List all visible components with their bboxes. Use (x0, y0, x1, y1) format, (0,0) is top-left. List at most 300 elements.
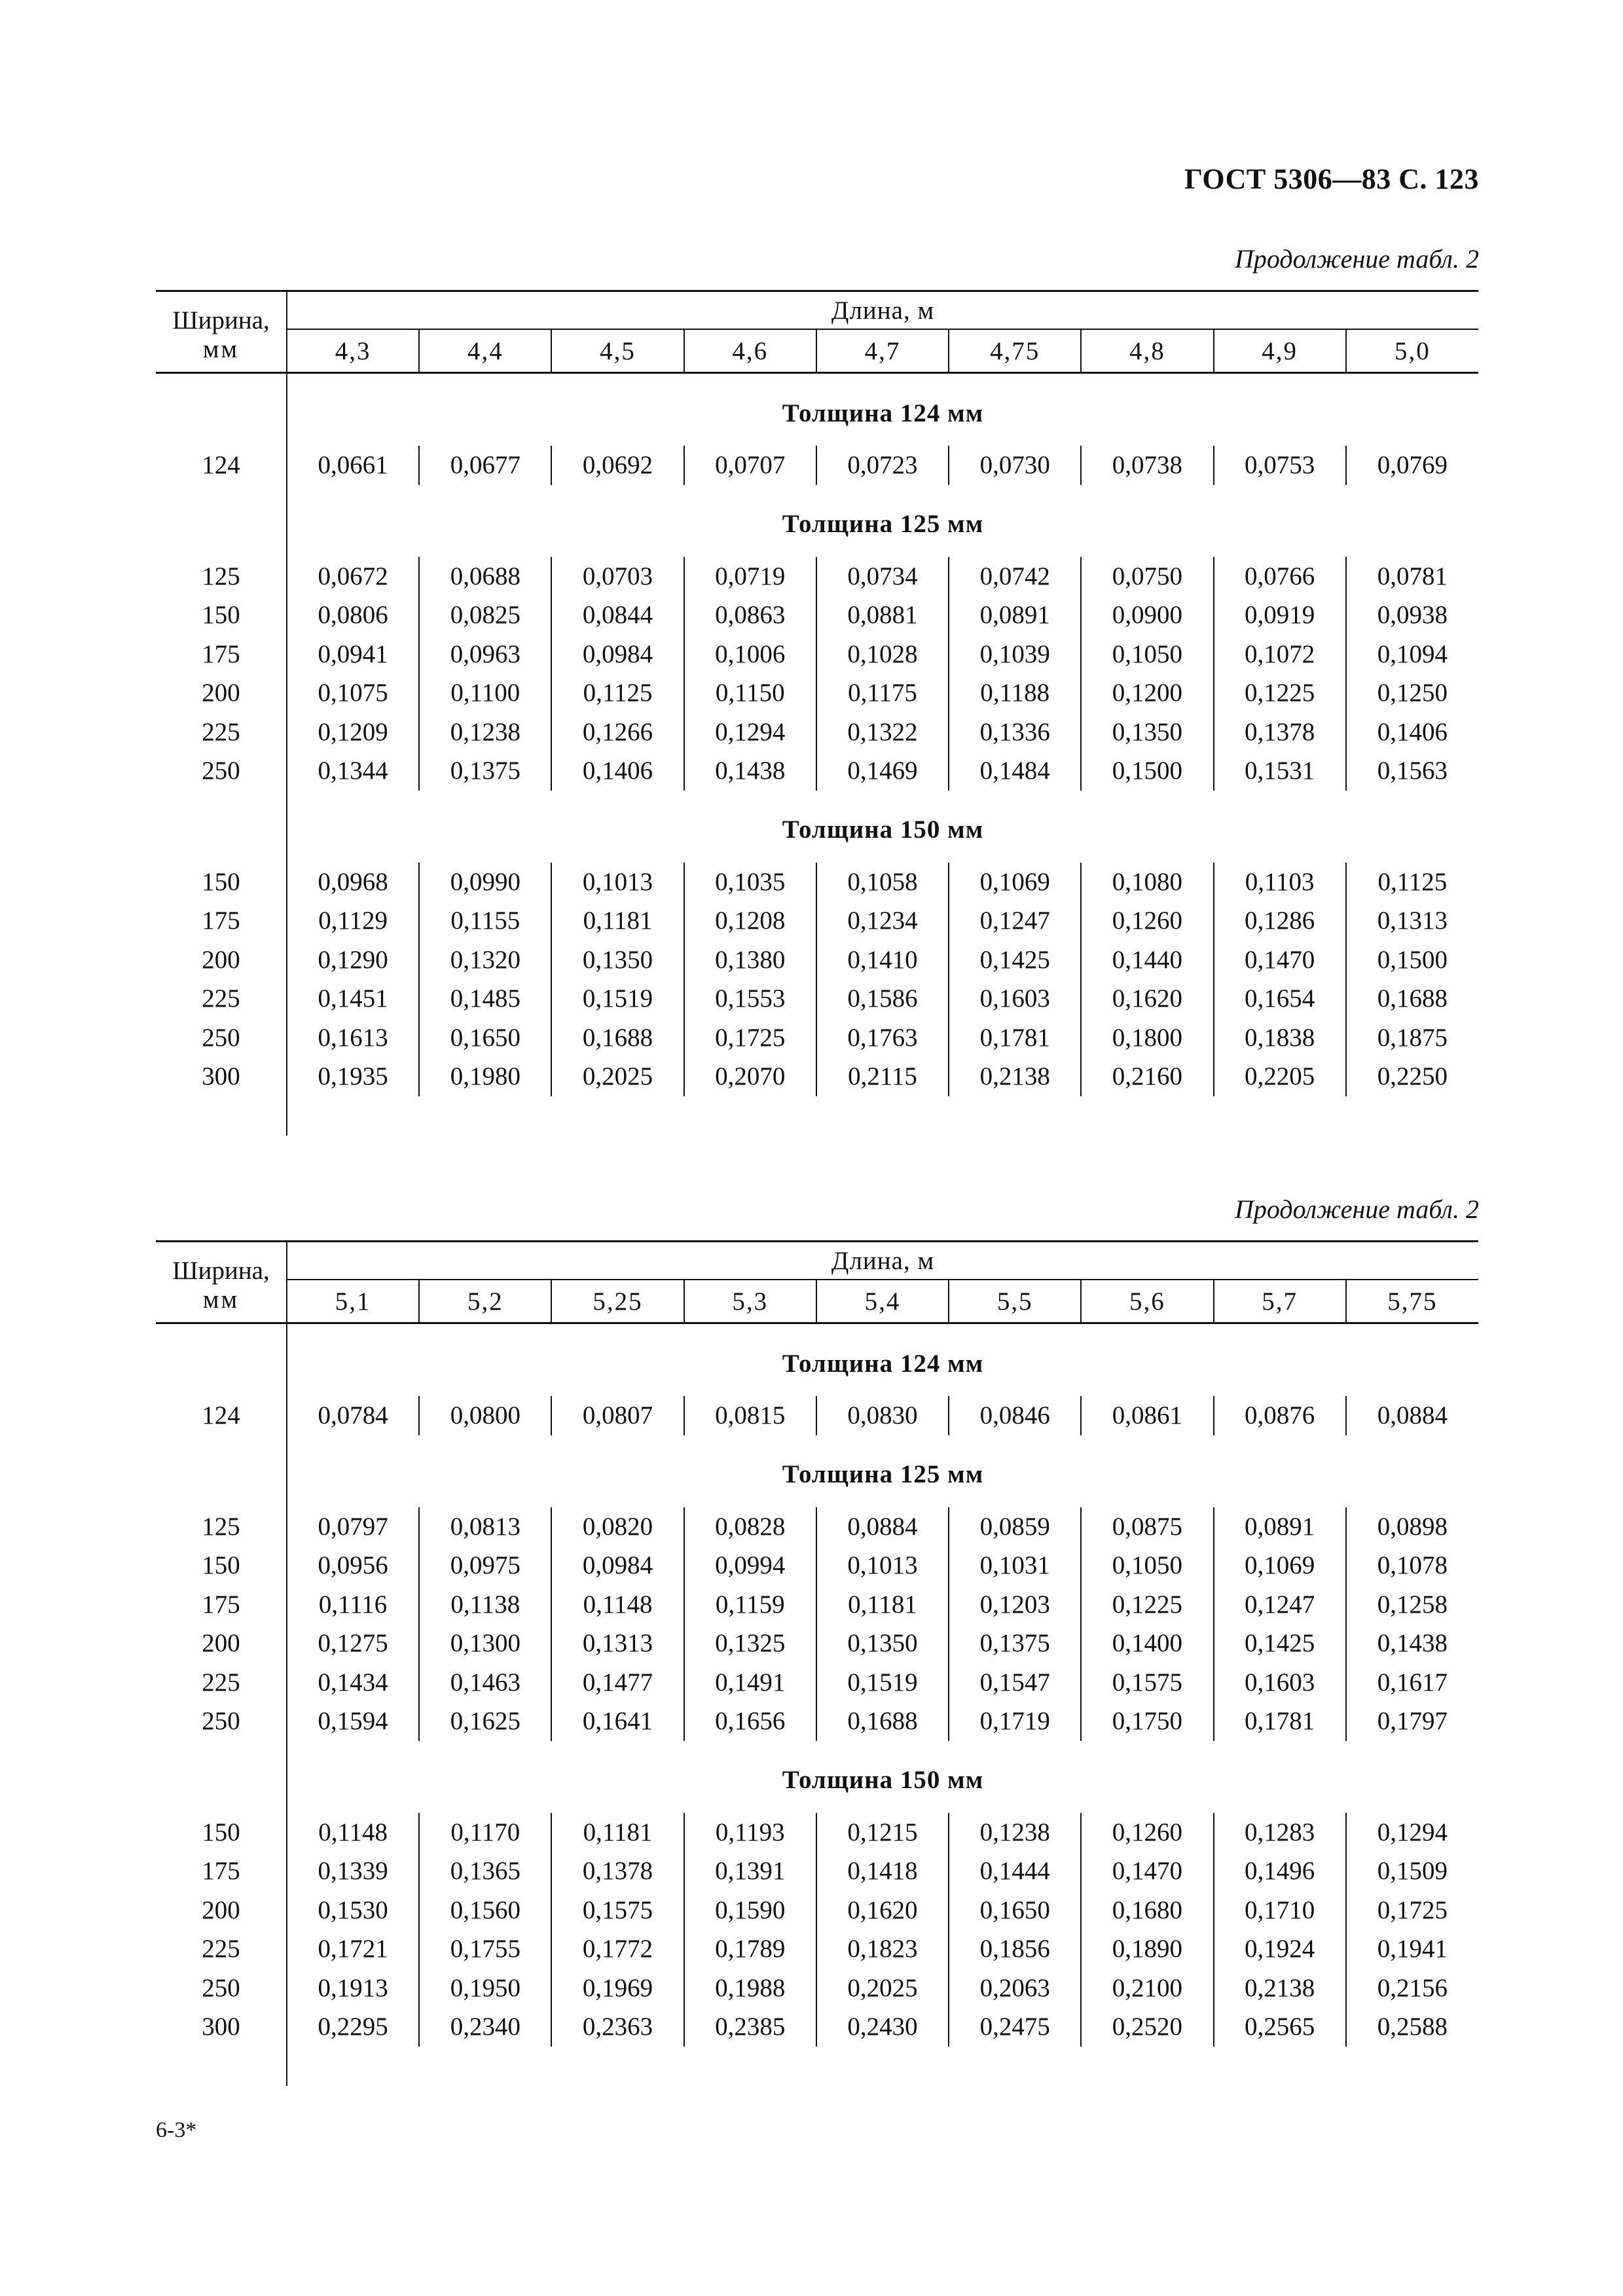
volume-cell: 0,1028 (816, 635, 949, 674)
width-cell: 225 (202, 984, 240, 1013)
section-header-row (156, 791, 1478, 863)
width-cell: 225 (202, 1935, 240, 1964)
volume-cell: 0,1425 (949, 941, 1081, 980)
volume-cell: 0,1617 (1346, 1663, 1478, 1702)
volume-cell: 0,1500 (1346, 941, 1478, 980)
width-cell: 125 (202, 562, 240, 590)
volume-cell: 0,1035 (684, 863, 816, 902)
volume-cell: 0,2025 (816, 1969, 949, 2008)
volume-cell: 0,1155 (419, 901, 551, 941)
volume-cell: 0,0891 (949, 596, 1081, 635)
volume-cell: 0,1225 (1214, 673, 1346, 713)
thickness-heading: Толщина 150 мм (287, 791, 1478, 863)
volume-cell: 0,1438 (1346, 1624, 1478, 1663)
length-value: 4,5 (551, 329, 684, 373)
volume-cell: 0,1603 (949, 979, 1081, 1018)
volume-cell: 0,1375 (949, 1624, 1081, 1663)
volume-cell: 0,0863 (684, 596, 816, 635)
volume-cell: 0,1438 (684, 751, 816, 791)
volume-cell: 0,1181 (551, 901, 684, 941)
volume-cell: 0,1924 (1214, 1929, 1346, 1969)
length-value: 5,4 (816, 1280, 949, 1323)
volume-cell: 0,1625 (419, 1702, 551, 1741)
width-cell: 250 (202, 757, 240, 785)
volume-cell: 0,1283 (1214, 1813, 1346, 1852)
volume-cell: 0,1772 (551, 1929, 684, 1969)
volume-cell: 0,1838 (1214, 1018, 1346, 1058)
volume-cell: 0,1116 (287, 1585, 419, 1624)
volume-cell: 0,1650 (419, 1018, 551, 1058)
volume-cell: 0,1138 (419, 1585, 551, 1624)
volume-cell: 0,0672 (287, 557, 419, 596)
volume-cell: 0,2588 (1346, 2007, 1478, 2047)
volume-cell: 0,1470 (1214, 941, 1346, 980)
volume-cell: 0,2025 (551, 1057, 684, 1096)
volume-cell: 0,1313 (551, 1624, 684, 1663)
volume-cell: 0,0984 (551, 635, 684, 674)
volume-cell: 0,1856 (949, 1929, 1081, 1969)
volume-cell: 0,1260 (1081, 1813, 1213, 1852)
thickness-heading: Толщина 124 мм (287, 373, 1478, 446)
volume-table (156, 290, 1478, 1136)
volume-cell: 0,1484 (949, 751, 1081, 791)
volume-cell: 0,1444 (949, 1852, 1081, 1891)
volume-cell: 0,1391 (684, 1852, 816, 1891)
volume-cell: 0,1781 (949, 1018, 1081, 1058)
length-value: 4,4 (419, 329, 551, 373)
volume-cell: 0,1725 (684, 1018, 816, 1058)
table-row (156, 1396, 1478, 1435)
length-value: 5,0 (1346, 329, 1478, 373)
length-value: 5,7 (1214, 1280, 1346, 1323)
volume-cell: 0,1410 (816, 941, 949, 980)
table-row (156, 713, 1478, 752)
volume-cell: 0,1434 (287, 1663, 419, 1702)
width-cell: 175 (202, 639, 240, 668)
volume-cell: 0,0884 (816, 1507, 949, 1547)
volume-cell: 0,1313 (1346, 901, 1478, 941)
volume-cell: 0,0806 (287, 596, 419, 635)
volume-cell: 0,2138 (1214, 1969, 1346, 2008)
volume-cell: 0,1575 (551, 1891, 684, 1930)
volume-cell: 0,2363 (551, 2007, 684, 2047)
volume-cell: 0,1170 (419, 1813, 551, 1852)
volume-cell: 0,2138 (949, 1057, 1081, 1096)
volume-cell: 0,1006 (684, 635, 816, 674)
volume-cell: 0,1215 (816, 1813, 949, 1852)
volume-cell: 0,1200 (1081, 673, 1213, 713)
width-cell: 200 (202, 1895, 240, 1924)
table-row (156, 1018, 1478, 1058)
width-cell: 124 (202, 1401, 240, 1430)
table-row (156, 1585, 1478, 1624)
volume-cell: 0,1950 (419, 1969, 551, 2008)
width-cell: 200 (202, 945, 240, 974)
table-row (156, 1852, 1478, 1891)
volume-cell: 0,1100 (419, 673, 551, 713)
table-row (156, 901, 1478, 941)
volume-cell: 0,0703 (551, 557, 684, 596)
volume-cell: 0,1072 (1214, 635, 1346, 674)
volume-cell: 0,0884 (1346, 1396, 1478, 1435)
volume-cell: 0,1125 (551, 673, 684, 713)
volume-cell: 0,1203 (949, 1585, 1081, 1624)
volume-cell: 0,2475 (949, 2007, 1081, 2047)
table-caption: Продолжение табл. 2 (1234, 244, 1479, 274)
section-header-row (156, 1435, 1478, 1507)
volume-cell: 0,1781 (1214, 1702, 1346, 1741)
volume-cell: 0,1418 (816, 1852, 949, 1891)
table-row (156, 1507, 1478, 1547)
volume-cell: 0,0968 (287, 863, 419, 902)
volume-cell: 0,1719 (949, 1702, 1081, 1741)
volume-cell: 0,1491 (684, 1663, 816, 1702)
volume-cell: 0,1013 (816, 1546, 949, 1585)
volume-cell: 0,1406 (1346, 713, 1478, 752)
volume-cell: 0,1941 (1346, 1929, 1478, 1969)
length-value: 5,5 (949, 1280, 1081, 1323)
length-header: Длина, м (287, 291, 1478, 330)
table-row (156, 446, 1478, 485)
length-value: 5,25 (551, 1280, 684, 1323)
volume-cell: 0,1594 (287, 1702, 419, 1741)
volume-cell: 0,1150 (684, 673, 816, 713)
volume-cell: 0,1710 (1214, 1891, 1346, 1930)
volume-cell: 0,0815 (684, 1396, 816, 1435)
width-cell: 300 (202, 1062, 240, 1091)
section-header-row (156, 373, 1478, 446)
volume-cell: 0,1470 (1081, 1852, 1213, 1891)
volume-cell: 0,1547 (949, 1663, 1081, 1702)
volume-cell: 0,1209 (287, 713, 419, 752)
volume-cell: 0,1075 (287, 673, 419, 713)
volume-cell: 0,1406 (551, 751, 684, 791)
volume-cell: 0,0861 (1081, 1396, 1213, 1435)
volume-cell: 0,1509 (1346, 1852, 1478, 1891)
volume-cell: 0,1485 (419, 979, 551, 1018)
section-header-row (156, 1323, 1478, 1397)
volume-cell: 0,0990 (419, 863, 551, 902)
volume-cell: 0,1260 (1081, 901, 1213, 941)
volume-cell: 0,1300 (419, 1624, 551, 1663)
volume-cell: 0,1590 (684, 1891, 816, 1930)
volume-cell: 0,1823 (816, 1929, 949, 1969)
width-cell: 250 (202, 1023, 240, 1052)
width-cell: 175 (202, 906, 240, 935)
volume-cell: 0,2520 (1081, 2007, 1213, 2047)
table-row (156, 751, 1478, 791)
volume-cell: 0,1935 (287, 1057, 419, 1096)
volume-cell: 0,0900 (1081, 596, 1213, 635)
volume-cell: 0,1656 (684, 1702, 816, 1741)
volume-cell: 0,2115 (816, 1057, 949, 1096)
volume-cell: 0,0830 (816, 1396, 949, 1435)
volume-cell: 0,1129 (287, 901, 419, 941)
volume-cell: 0,0875 (1081, 1507, 1213, 1547)
volume-cell: 0,2340 (419, 2007, 551, 2047)
volume-cell: 0,0898 (1346, 1507, 1478, 1547)
volume-cell: 0,1680 (1081, 1891, 1213, 1930)
volume-cell: 0,1238 (419, 713, 551, 752)
table-row (156, 1813, 1478, 1852)
volume-cell: 0,0813 (419, 1507, 551, 1547)
volume-cell: 0,1058 (816, 863, 949, 902)
volume-cell: 0,2063 (949, 1969, 1081, 2008)
table-row (156, 1702, 1478, 1741)
width-cell: 150 (202, 867, 240, 896)
volume-cell: 0,1688 (816, 1702, 949, 1741)
volume-cell: 0,1789 (684, 1929, 816, 1969)
volume-cell: 0,1365 (419, 1852, 551, 1891)
volume-cell: 0,1575 (1081, 1663, 1213, 1702)
volume-cell: 0,1344 (287, 751, 419, 791)
volume-cell: 0,1725 (1346, 1891, 1478, 1930)
section-header-row (156, 485, 1478, 557)
volume-cell: 0,1322 (816, 713, 949, 752)
volume-cell: 0,1247 (949, 901, 1081, 941)
width-cell: 150 (202, 601, 240, 630)
volume-cell: 0,1225 (1081, 1585, 1213, 1624)
volume-cell: 0,1969 (551, 1969, 684, 2008)
width-cell: 300 (202, 2013, 240, 2041)
volume-cell: 0,1181 (816, 1585, 949, 1624)
volume-cell: 0,1250 (1346, 673, 1478, 713)
volume-cell: 0,1266 (551, 713, 684, 752)
volume-cell: 0,1069 (1214, 1546, 1346, 1585)
width-header: Ширина, мм (156, 291, 287, 373)
width-cell: 250 (202, 1707, 240, 1736)
volume-cell: 0,1530 (287, 1891, 419, 1930)
volume-cell: 0,1336 (949, 713, 1081, 752)
volume-table (156, 1240, 1478, 2086)
volume-cell: 0,0846 (949, 1396, 1081, 1435)
volume-cell: 0,0825 (419, 596, 551, 635)
volume-cell: 0,1519 (816, 1663, 949, 1702)
volume-cell: 0,1258 (1346, 1585, 1478, 1624)
volume-cell: 0,1380 (684, 941, 816, 980)
volume-cell: 0,0975 (419, 1546, 551, 1585)
volume-cell: 0,1603 (1214, 1663, 1346, 1702)
width-cell: 150 (202, 1818, 240, 1846)
volume-cell: 0,0692 (551, 446, 684, 485)
volume-cell: 0,1875 (1346, 1018, 1478, 1058)
volume-cell: 0,1378 (551, 1852, 684, 1891)
volume-cell: 0,0881 (816, 596, 949, 635)
volume-cell: 0,1290 (287, 941, 419, 980)
volume-cell: 0,0820 (551, 1507, 684, 1547)
volume-cell: 0,0941 (287, 635, 419, 674)
width-cell: 200 (202, 1629, 240, 1658)
volume-cell: 0,0963 (419, 635, 551, 674)
volume-cell: 0,0859 (949, 1507, 1081, 1547)
volume-cell: 0,1031 (949, 1546, 1081, 1585)
volume-cell: 0,1159 (684, 1585, 816, 1624)
volume-cell: 0,1755 (419, 1929, 551, 1969)
volume-cell: 0,1039 (949, 635, 1081, 674)
volume-cell: 0,1980 (419, 1057, 551, 1096)
volume-cell: 0,1350 (816, 1624, 949, 1663)
volume-cell: 0,1050 (1081, 1546, 1213, 1585)
length-value: 4,75 (949, 329, 1081, 373)
volume-cell: 0,1531 (1214, 751, 1346, 791)
volume-cell: 0,1988 (684, 1969, 816, 2008)
volume-cell: 0,1378 (1214, 713, 1346, 752)
volume-cell: 0,1320 (419, 941, 551, 980)
table-row (156, 673, 1478, 713)
volume-cell: 0,0730 (949, 446, 1081, 485)
volume-cell: 0,0707 (684, 446, 816, 485)
volume-cell: 0,1238 (949, 1813, 1081, 1852)
volume-cell: 0,1654 (1214, 979, 1346, 1018)
volume-cell: 0,1275 (287, 1624, 419, 1663)
length-value: 4,7 (816, 329, 949, 373)
table-row (156, 979, 1478, 1018)
volume-cell: 0,0984 (551, 1546, 684, 1585)
table-row (156, 635, 1478, 674)
volume-cell: 0,0719 (684, 557, 816, 596)
volume-cell: 0,1375 (419, 751, 551, 791)
volume-cell: 0,1193 (684, 1813, 816, 1852)
length-value: 5,3 (684, 1280, 816, 1323)
volume-cell: 0,1400 (1081, 1624, 1213, 1663)
thickness-heading: Толщина 125 мм (287, 1435, 1478, 1507)
volume-cell: 0,1890 (1081, 1929, 1213, 1969)
volume-cell: 0,1247 (1214, 1585, 1346, 1624)
volume-cell: 0,0800 (419, 1396, 551, 1435)
volume-cell: 0,1069 (949, 863, 1081, 902)
volume-cell: 0,0750 (1081, 557, 1213, 596)
volume-cell: 0,2565 (1214, 2007, 1346, 2047)
volume-cell: 0,2385 (684, 2007, 816, 2047)
volume-cell: 0,1080 (1081, 863, 1213, 902)
volume-cell: 0,1650 (949, 1891, 1081, 1930)
volume-cell: 0,1750 (1081, 1702, 1213, 1741)
width-cell: 250 (202, 1973, 240, 2002)
volume-cell: 0,0876 (1214, 1396, 1346, 1435)
volume-cell: 0,1496 (1214, 1852, 1346, 1891)
table-row (156, 1891, 1478, 1930)
volume-cell: 0,1148 (287, 1813, 419, 1852)
volume-cell: 0,0688 (419, 557, 551, 596)
volume-cell: 0,1620 (816, 1891, 949, 1930)
volume-cell: 0,2295 (287, 2007, 419, 2047)
volume-cell: 0,1350 (551, 941, 684, 980)
width-cell: 225 (202, 717, 240, 746)
volume-cell: 0,1325 (684, 1624, 816, 1663)
volume-cell: 0,0677 (419, 446, 551, 485)
volume-cell: 0,1500 (1081, 751, 1213, 791)
length-value: 5,1 (287, 1280, 419, 1323)
thickness-heading: Толщина 124 мм (287, 1323, 1478, 1397)
width-header: Ширина, мм (156, 1242, 287, 1323)
volume-cell: 0,0994 (684, 1546, 816, 1585)
volume-cell: 0,1103 (1214, 863, 1346, 902)
width-cell: 125 (202, 1512, 240, 1541)
volume-cell: 0,1125 (1346, 863, 1478, 902)
volume-cell: 0,2156 (1346, 1969, 1478, 2008)
table-row (156, 1546, 1478, 1585)
length-value: 5,75 (1346, 1280, 1478, 1323)
volume-cell: 0,0766 (1214, 557, 1346, 596)
volume-cell: 0,0723 (816, 446, 949, 485)
volume-cell: 0,1339 (287, 1852, 419, 1891)
page-header: ГОСТ 5306—83 С. 123 (1184, 163, 1479, 195)
length-value: 4,9 (1214, 329, 1346, 373)
volume-cell: 0,1469 (816, 751, 949, 791)
volume-cell: 0,0661 (287, 446, 419, 485)
volume-cell: 0,2205 (1214, 1057, 1346, 1096)
volume-cell: 0,0956 (287, 1546, 419, 1585)
volume-cell: 0,1913 (287, 1969, 419, 2008)
volume-cell: 0,1800 (1081, 1018, 1213, 1058)
table-caption: Продолжение табл. 2 (1234, 1194, 1479, 1224)
volume-cell: 0,0844 (551, 596, 684, 635)
volume-cell: 0,1477 (551, 1663, 684, 1702)
table-row (156, 941, 1478, 980)
volume-cell: 0,1013 (551, 863, 684, 902)
volume-cell: 0,1451 (287, 979, 419, 1018)
volume-cell: 0,1050 (1081, 635, 1213, 674)
volume-cell: 0,0828 (684, 1507, 816, 1547)
width-cell: 150 (202, 1551, 240, 1580)
thickness-heading: Толщина 150 мм (287, 1741, 1478, 1813)
volume-cell: 0,1763 (816, 1018, 949, 1058)
volume-cell: 0,0891 (1214, 1507, 1346, 1547)
volume-cell: 0,0784 (287, 1396, 419, 1435)
volume-cell: 0,1078 (1346, 1546, 1478, 1585)
width-cell: 124 (202, 451, 240, 480)
thickness-heading: Толщина 125 мм (287, 485, 1478, 557)
volume-cell: 0,1208 (684, 901, 816, 941)
table-row (156, 1969, 1478, 2008)
volume-cell: 0,0769 (1346, 446, 1478, 485)
length-header: Длина, м (287, 1242, 1478, 1280)
volume-cell: 0,1688 (551, 1018, 684, 1058)
width-cell: 200 (202, 679, 240, 708)
volume-cell: 0,1294 (1346, 1813, 1478, 1852)
volume-cell: 0,1797 (1346, 1702, 1478, 1741)
width-cell: 175 (202, 1590, 240, 1619)
volume-cell: 0,1586 (816, 979, 949, 1018)
length-value: 4,6 (684, 329, 816, 373)
width-cell: 175 (202, 1857, 240, 1886)
volume-cell: 0,1286 (1214, 901, 1346, 941)
volume-cell: 0,0734 (816, 557, 949, 596)
volume-cell: 0,1620 (1081, 979, 1213, 1018)
volume-cell: 0,1188 (949, 673, 1081, 713)
volume-cell: 0,0938 (1346, 596, 1478, 635)
table-row (156, 863, 1478, 902)
volume-cell: 0,1463 (419, 1663, 551, 1702)
volume-cell: 0,1721 (287, 1929, 419, 1969)
volume-cell: 0,1234 (816, 901, 949, 941)
volume-cell: 0,0807 (551, 1396, 684, 1435)
volume-cell: 0,0738 (1081, 446, 1213, 485)
volume-cell: 0,0781 (1346, 557, 1478, 596)
volume-cell: 0,2070 (684, 1057, 816, 1096)
volume-cell: 0,1350 (1081, 713, 1213, 752)
volume-cell: 0,0753 (1214, 446, 1346, 485)
table-row (156, 557, 1478, 596)
volume-cell: 0,1175 (816, 673, 949, 713)
volume-cell: 0,1294 (684, 713, 816, 752)
volume-cell: 0,1425 (1214, 1624, 1346, 1663)
volume-cell: 0,1094 (1346, 635, 1478, 674)
table-row (156, 1929, 1478, 1969)
volume-cell: 0,1181 (551, 1813, 684, 1852)
data-table (156, 1240, 1478, 2086)
length-value: 5,2 (419, 1280, 551, 1323)
